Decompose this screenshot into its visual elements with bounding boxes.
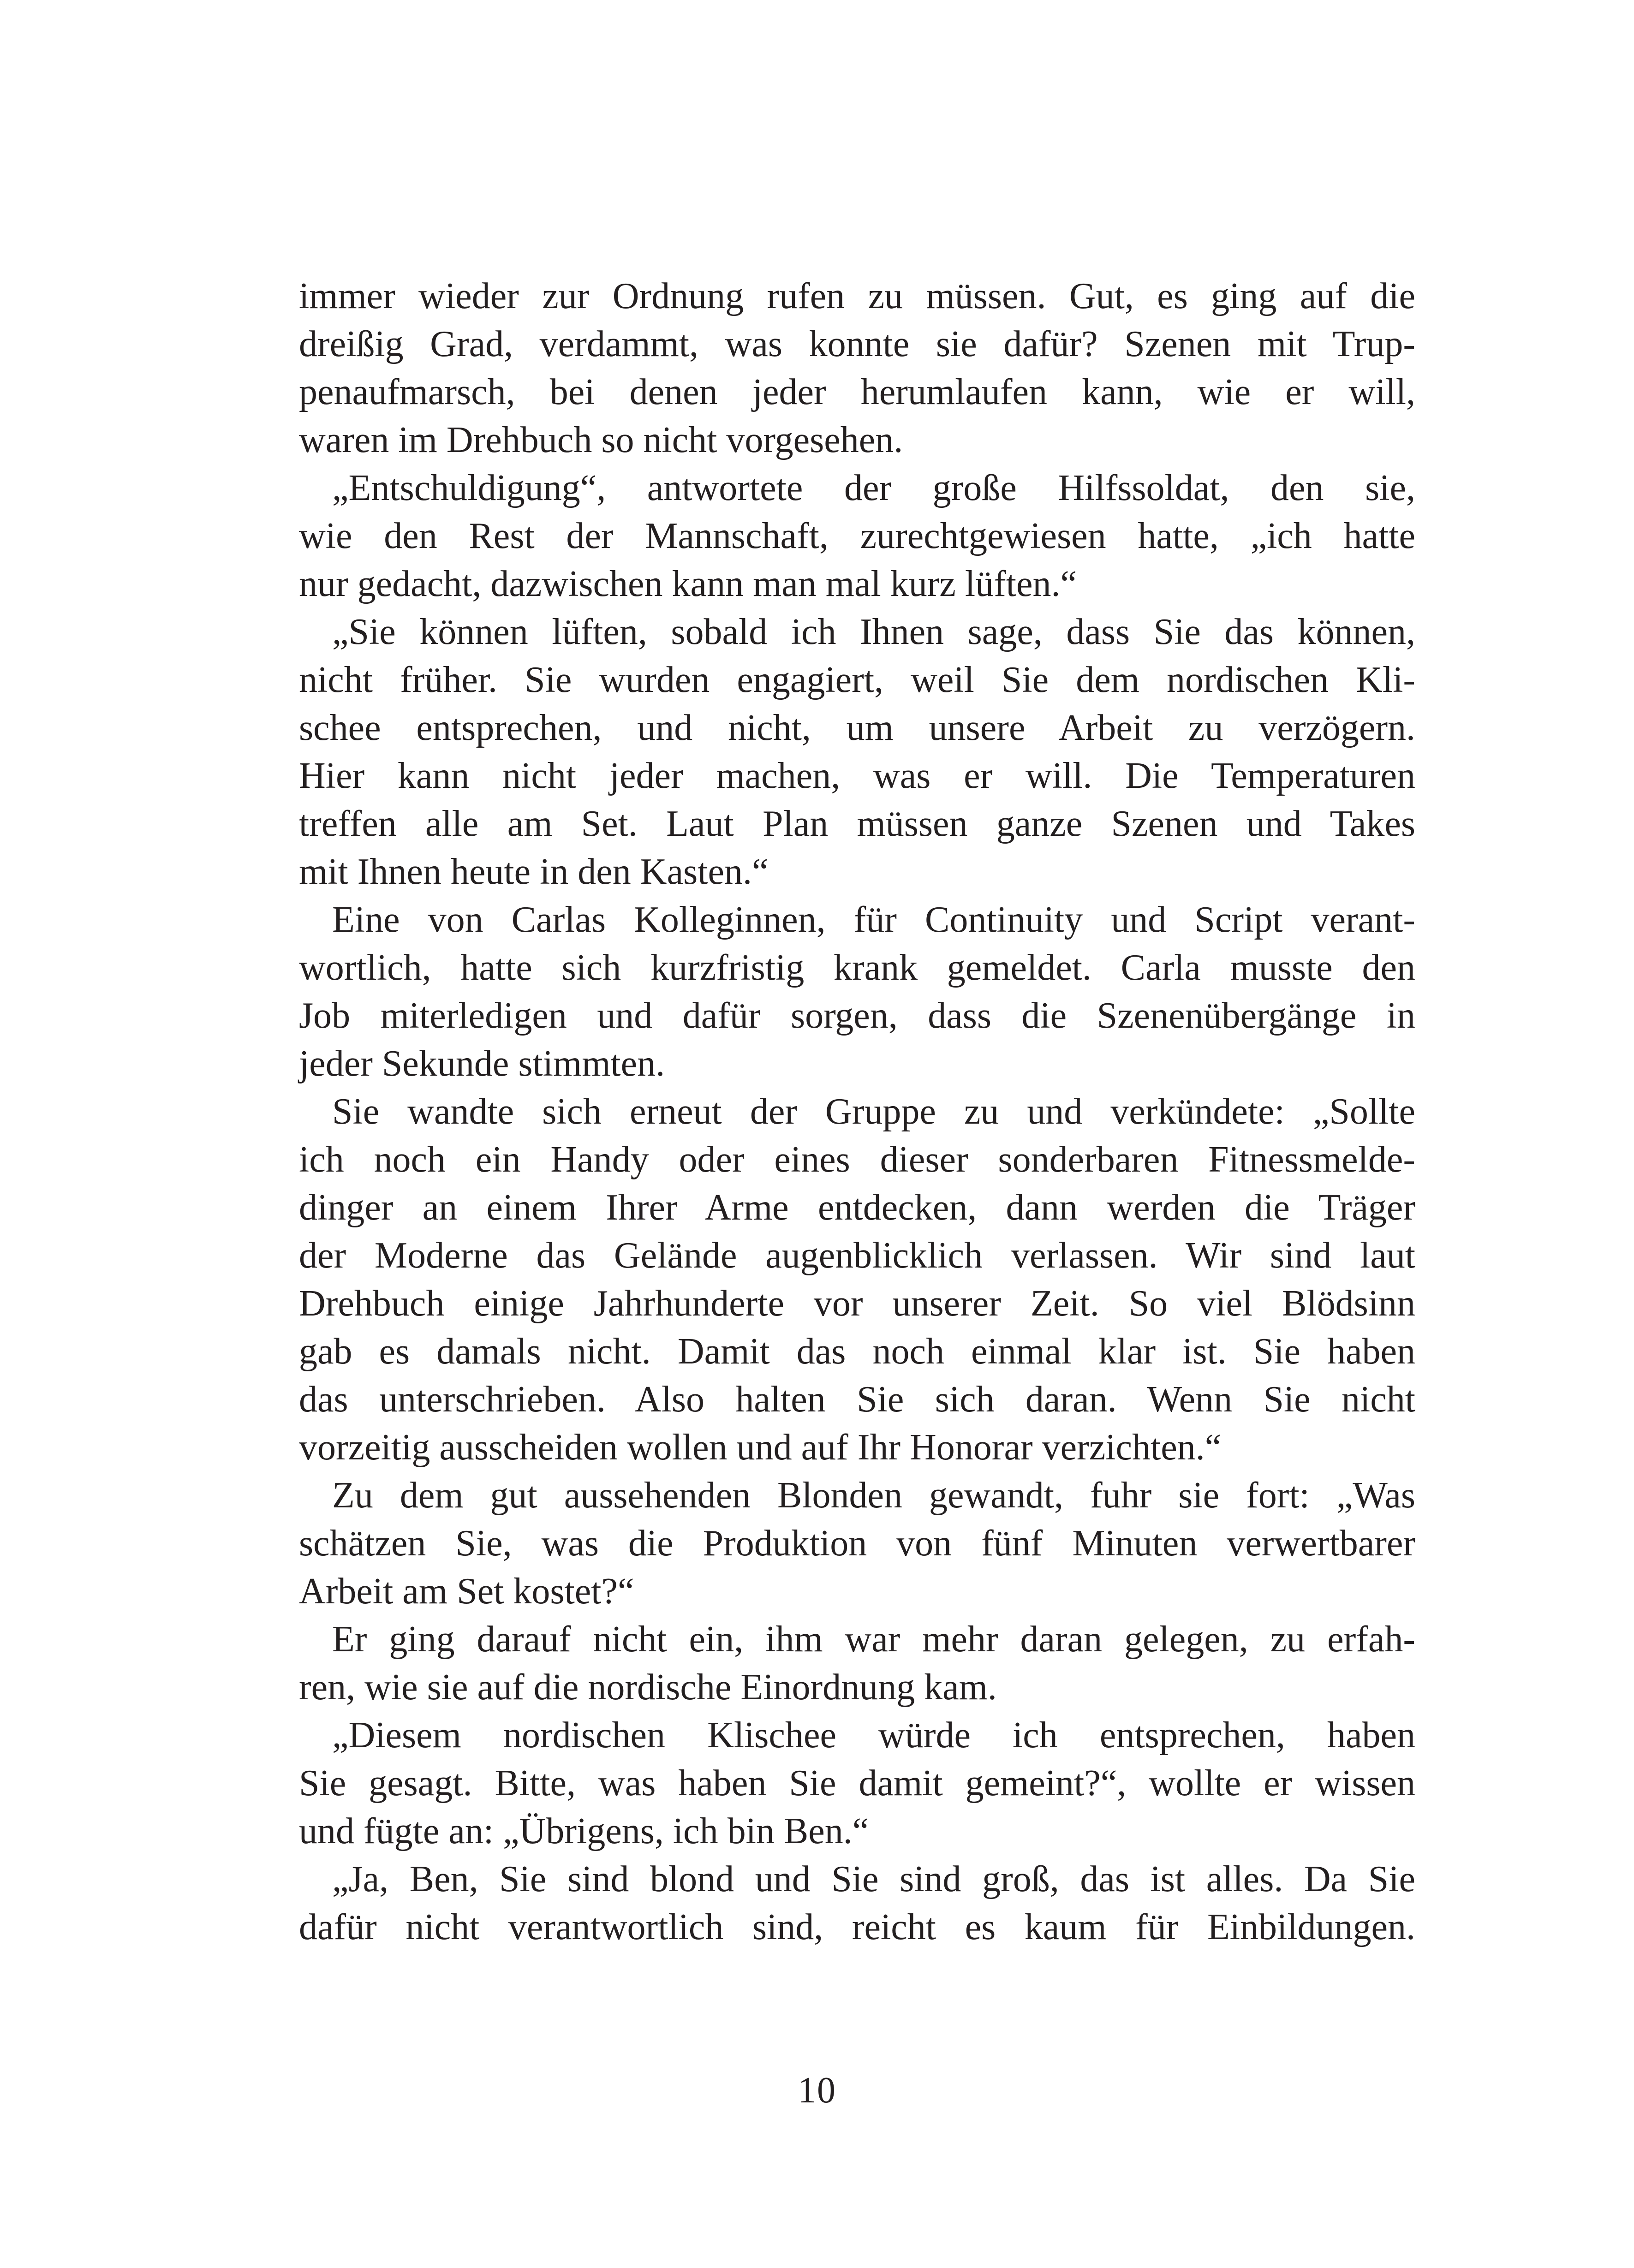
text-line: der Moderne das Gelände augenblicklich verlassen. Wir sind laut	[299, 1235, 1415, 1276]
text-line: Eine von Carlas Kolleginnen, für Continuity und Script verant-	[332, 899, 1415, 940]
text-line: schee entsprechen, und nicht, um unsere Arbeit zu verzögern.	[299, 708, 1415, 748]
text-line: dinger an einem Ihrer Arme entdecken, dann werden die Träger	[299, 1187, 1415, 1228]
text-line: Arbeit am Set kostet?“	[299, 1571, 634, 1612]
text-line: Er ging darauf nicht ein, ihm war mehr daran gelegen, zu erfah-	[332, 1619, 1415, 1660]
text-line: und fügte an: „Übrigens, ich bin Ben.“	[299, 1811, 869, 1851]
text-line: mit Ihnen heute in den Kasten.“	[299, 851, 769, 892]
text-line: wie den Rest der Mannschaft, zurechtgewiesen hatte, „ich hatte	[299, 516, 1415, 556]
text-line: Job miterledigen und dafür sorgen, dass die Szenenübergänge in	[299, 995, 1415, 1036]
text-line: das unterschrieben. Also halten Sie sich daran. Wenn Sie nicht	[299, 1379, 1415, 1420]
text-line: dreißig Grad, verdammt, was konnte sie dafür? Szenen mit Trup-	[299, 324, 1415, 364]
text-line: treffen alle am Set. Laut Plan müssen ganze Szenen und Takes	[299, 804, 1415, 844]
text-line: ren, wie sie auf die nordische Einordnung kam.	[299, 1667, 997, 1708]
text-line: Drehbuch einige Jahrhunderte vor unserer Zeit. So viel Blödsinn	[299, 1283, 1415, 1324]
body-text	[299, 272, 1415, 1951]
text-line: „Entschuldigung“, antwortete der große Hilfssoldat, den sie,	[332, 468, 1415, 508]
text-line: ich noch ein Handy oder eines dieser sonderbaren Fitnessmelde-	[299, 1139, 1415, 1180]
text-line: waren im Drehbuch so nicht vorgesehen.	[299, 420, 903, 460]
text-line: gab es damals nicht. Damit das noch einmal klar ist. Sie haben	[299, 1331, 1415, 1372]
text-line: dafür nicht verantwortlich sind, reicht es kaum für Einbildungen.	[299, 1907, 1415, 1947]
text-line: nicht früher. Sie wurden engagiert, weil Sie dem nordischen Kli-	[299, 660, 1415, 700]
text-line: „Ja, Ben, Sie sind blond und Sie sind groß, das ist alles. Da Sie	[332, 1859, 1415, 1899]
text-line: „Sie können lüften, sobald ich Ihnen sage, dass Sie das können,	[332, 612, 1415, 652]
text-line: jeder Sekunde stimmten.	[299, 1043, 665, 1084]
text-line: Sie wandte sich erneut der Gruppe zu und verkündete: „Sollte	[332, 1091, 1415, 1132]
text-line: schätzen Sie, was die Produktion von fünf Minuten verwertbarer	[299, 1523, 1415, 1564]
text-line: „Diesem nordischen Klischee würde ich entsprechen, haben	[332, 1715, 1415, 1756]
text-line: Zu dem gut aussehenden Blonden gewandt, fuhr sie fort: „Was	[332, 1475, 1415, 1516]
text-line: Sie gesagt. Bitte, was haben Sie damit gemeint?“, wollte er wissen	[299, 1763, 1415, 1804]
text-line: Hier kann nicht jeder machen, was er will. Die Temperaturen	[299, 756, 1415, 796]
text-line: vorzeitig ausscheiden wollen und auf Ihr Honorar verzichten.“	[299, 1427, 1222, 1468]
page-number: 10	[798, 2070, 836, 2111]
text-line: nur gedacht, dazwischen kann man mal kurz lüften.“	[299, 564, 1077, 604]
text-line: penaufmarsch, bei denen jeder herumlaufen kann, wie er will,	[299, 372, 1415, 412]
text-line: wortlich, hatte sich kurzfristig krank gemeldet. Carla musste den	[299, 947, 1415, 988]
text-line: immer wieder zur Ordnung rufen zu müssen. Gut, es ging auf die	[299, 276, 1415, 316]
